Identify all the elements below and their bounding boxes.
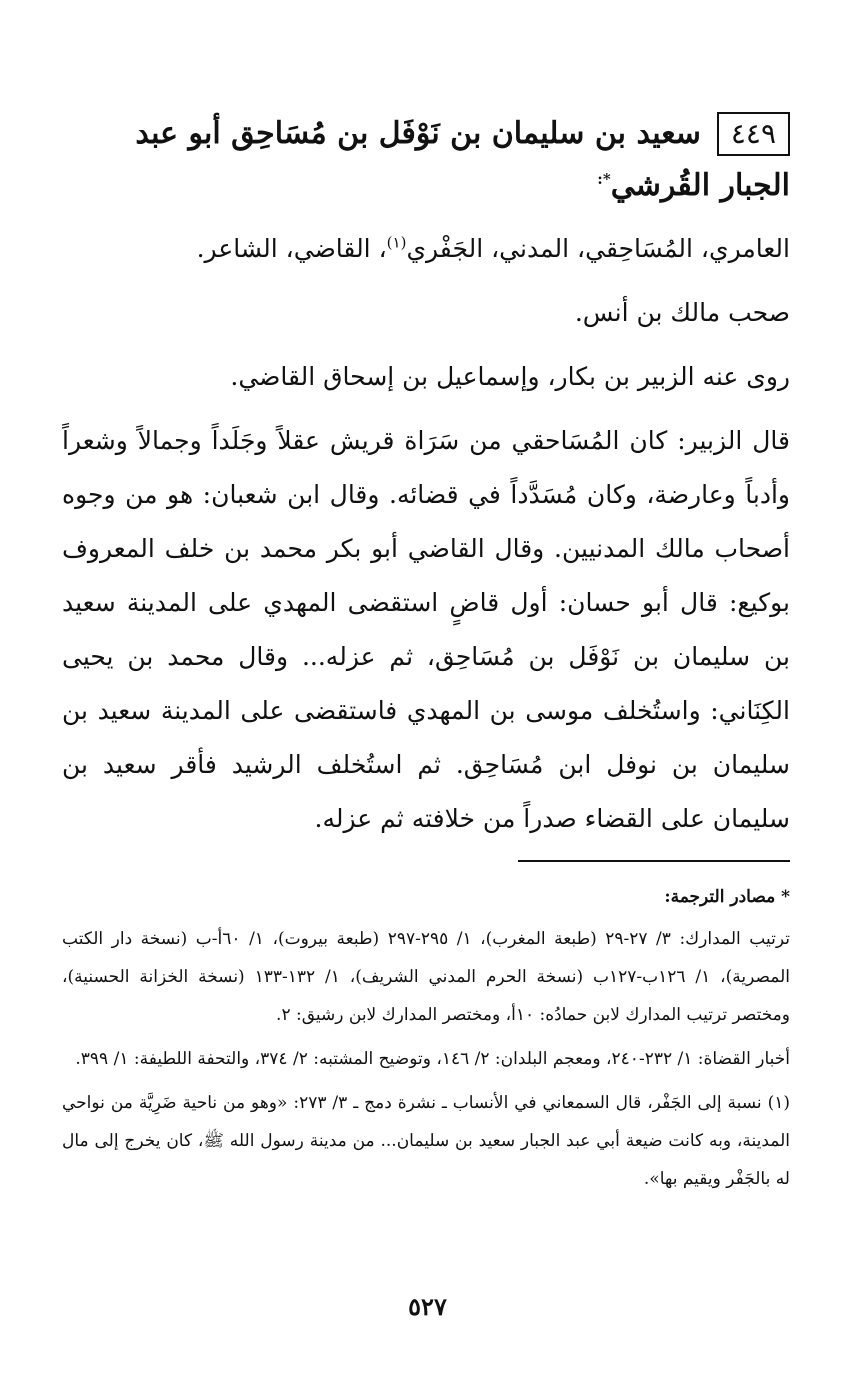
- narrators-line: روى عنه الزبير بن بكار، وإسماعيل بن إسحاق القاضي.: [230, 362, 790, 391]
- biography-paragraph: قال الزبير: كان المُسَاحقي من سَرَاة قريش عقلاً وجَلَداً وجمالاً وشعراً وأدباً وعارضة، وكان مُسَدَّداً في قضائه. وقال ابن شعبان: هو من وجوه أصحاب مالك المدنيين. وقال القاضي أبو بكر محمد بن خلف المعروف بوكيع: قال أبو حسان: أول قاضٍ استقضى المهدي على المدينة سعيد بن سليمان بن نَوْفَل بن مُسَاحِق، ثم عزله... وقال محمد بن يحيى الكِنَاني: واستُخلف موسى بن المهدي فاستقضى على المدينة سعيد بن سليمان بن نوفل ابن مُسَاحِق. ثم استُخلف الرشيد فأقر سعيد بن سليمان على القضاء صدراً من خلافته ثم عزله.: [62, 426, 790, 833]
- footnotes: [62, 878, 790, 1198]
- nisba-text-end: ، القاضي، الشاعر.: [196, 234, 387, 263]
- entry-number-box: ٤٤٩: [717, 112, 790, 156]
- entry-body: [62, 222, 790, 846]
- entry-title-marker: *:: [597, 170, 611, 188]
- entry-heading: [62, 108, 790, 212]
- sources-paragraph-1: ترتيب المدارك: ٣/ ٢٧-٢٩ (طبعة المغرب)، ١/ ٢٩٥-٢٩٧ (طبعة بيروت)، ١/ ٦٠أ-ب (نسخة دار الكتب المصرية)، ١/ ١٢٦ب-١٢٧ب (نسخة الحرم المدني الشريف)، ١/ ١٣٢-١٣٣ (نسخة الخزانة الحسنية)، ومختصر ترتيب المدارك لابن حمادُه: ١٠أ، ومختصر المدارك لابن رشيق: ٢.: [62, 929, 790, 1025]
- footnote-ref-1: (١): [386, 233, 407, 252]
- nisba-line: [62, 222, 790, 276]
- document-page: [62, 108, 790, 1204]
- nisba-text: العامري، المُسَاحِقي، المدني، الجَفْري: [406, 234, 790, 263]
- page-number: ٥٢٧: [408, 1292, 447, 1321]
- footnote-1: (١) نسبة إلى الجَفْر، قال السمعاني في الأنساب ـ نشرة دمج ـ ٣/ ٢٧٣: «وهو من ناحية ضَرِيَّة من نواحي المدينة، وبه كانت ضيعة أبي عبد الجبار سعيد بن سليمان... من مدينة رسول الله ﷺ، كان يخرج إلى مال له بالجَفْر ويقيم بها».: [62, 1093, 790, 1189]
- sources-paragraph-2: أخبار القضاة: ١/ ٢٣٢-٢٤٠، ومعجم البلدان: ٢/ ١٤٦، وتوضيح المشتبه: ٢/ ٣٧٤، والتحفة اللطيفة: ١/ ٣٩٩.: [75, 1049, 790, 1069]
- footnote-separator: [518, 860, 790, 862]
- sources-label: * مصادر الترجمة:: [664, 887, 790, 907]
- companion-line: صحب مالك بن أنس.: [574, 298, 790, 327]
- entry-title: سعيد بن سليمان بن نَوْفَل بن مُسَاحِق أبو عبد الجبار القُرشي: [135, 116, 790, 203]
